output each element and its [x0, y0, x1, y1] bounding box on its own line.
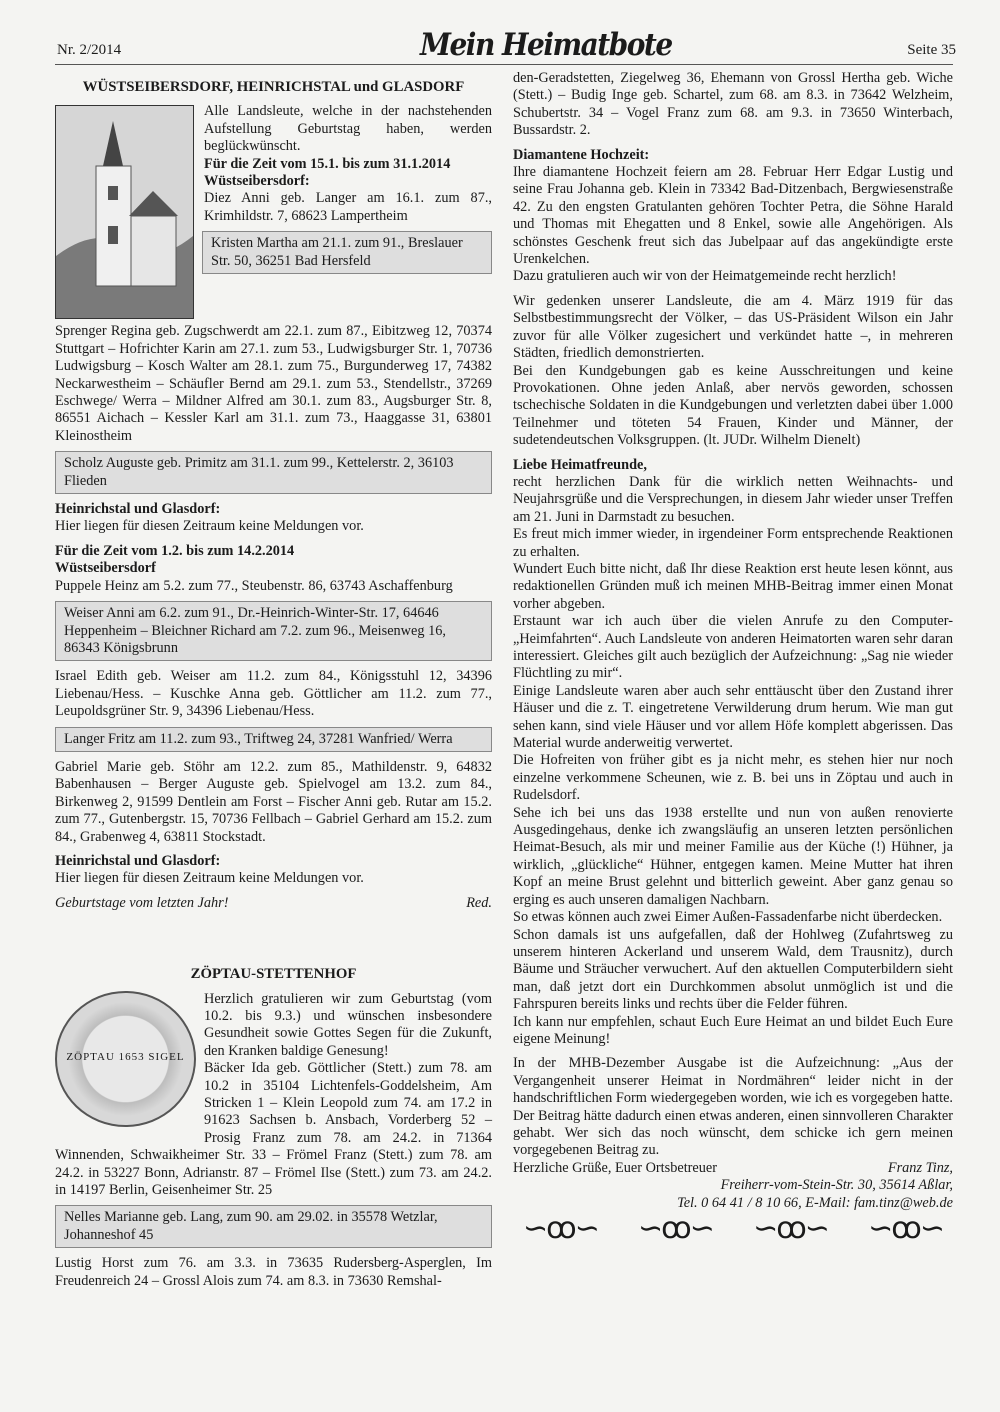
highlight-box: Nelles Marianne geb. Lang, zum 90. am 29.02. in 35578 Wetzlar, Johanneshof 45 [55, 1205, 492, 1248]
birthday-entry: Israel Edith geb. Weiser am 11.2. zum 84., Königsstuhl 12, 34396 Liebenau/Hess. – Kuschke Anna geb. Göttlicher am 11.2. zum 77., Leupoldsgrüner Str. 9, 34396 Liebenau/Hess. [55, 668, 492, 720]
masthead-logo: Mein Heimatbote [420, 26, 672, 63]
place-3: Wüstseibersdorf [55, 560, 156, 577]
place-1: Wüstseibersdorf: [204, 173, 310, 190]
paragraph: Bei den Kundgebungen gab es keine Ausschreitungen und keine Provokationen. Ohne jeden Anlaß, aber nervös geworden, schossen tschechische Soldaten in die Kundgebungen und verletzten dabei über 1.000 Teilnehmer und töteten 54 Frauen, Kinder und Männer, der sudetendeutschen Volksgruppen. (lt. JUDr. Wilhelm Dienelt) [513, 362, 953, 449]
paragraph: Erstaunt war ich auch über die vielen Anrufe zu den Computer-„Heimfahrten“. Auch Landsleute von anderen Heimatorten waren sehr daran interessiert. Gleiches gilt auch bezüglich der Aufzeichnung: „Sag nie wieder Flüchtling zu mir“. [513, 613, 953, 682]
greeting-text: Herzlich gratulieren wir zum Geburtstag (vom 10.2. bis 9.3.) und wünschen insbesondere Gesundheit sowie Gottes Segen für die Zukunft, den Kranken baldige Genesung! [204, 990, 492, 1059]
church-photo [55, 105, 194, 319]
highlight-box: Langer Fritz am 11.2. zum 93., Triftweg 24, 37281 Wanfried/ Werra [55, 727, 492, 752]
no-reports-text: Hier liegen für diesen Zeitraum keine Meldungen vor. [55, 870, 364, 887]
birthday-entry: Sprenger Regina geb. Zugschwerdt am 22.1. zum 87., Eibitzweg 12, 70374 Stuttgart – Hofrichter Karin am 27.1. zum 53., Ludwigsburger Str. 1, 70736 Ludwigsburg – Kosch Walter am 28.1. zum 75., Burgunderweg 17, 74382 Neckarwestheim – Schäufler Bernd am 29.1. zum 53., Stendellstr., 37269 Eschwege/ Werra – Mildner Alfred am 30.1. zum 83., Augsburger Str. 8, 86551 Aichach – Kessler Karl am 31.1. zum 73., Haaggasse 31, 63801 Kleinostheim [55, 323, 492, 444]
no-reports-text: Hier liegen für diesen Zeitraum keine Meldungen vor. [55, 518, 364, 535]
heading-dear-friends: Liebe Heimatfreunde, [513, 456, 647, 473]
issue-number: Nr. 2/2014 [57, 42, 122, 58]
highlight-box: Weiser Anni am 6.2. zum 91., Dr.-Heinrich-Winter-Str. 17, 64646 Heppenheim – Bleichner Richard am 7.2. zum 96., Meisenweg 16, 86343 Königsbrunn [55, 601, 492, 661]
birthday-entry: Lustig Horst zum 76. am 3.3. in 73635 Rudersberg-Asperglen, Im Freudenreich 24 – Grossl Alois zum 74. am 8.3. in 73630 Remshal- [55, 1255, 492, 1289]
intro-text: Alle Landsleute, welche in der nachstehenden Aufstellung Geburtstag haben, werden beglückwünscht. [204, 103, 492, 155]
signature-contact: Tel. 0 64 41 / 8 10 66, E-Mail: fam.tinz@web.de [677, 1194, 953, 1211]
ornament-icon: ∽ꝏ∽ [638, 1212, 713, 1245]
paragraph: In der MHB-Dezember Ausgabe ist die Aufzeichnung: „Aus der Vergangenheit unserer Heimat in Nordmähren“ leider nicht in der handschriftlichen Form wiedergegeben worden, wie ich es vorgegeben hatte. Der Beitrag hätte dadurch einen etwas anderen, einen sinnvolleren Charakter gehabt. Wer sich das noch wünscht, dem schicke ich gern meinen vorgegebenen Beitrag zu. [513, 1055, 953, 1159]
heading-diamond-wedding: Diamantene Hochzeit: [513, 146, 650, 163]
paragraph: Schon damals ist uns aufgefallen, daß der Hohlweg (Zufahrtsweg zu unserem hinteren Ackerland und unserem Wald, dem Trausnitz), durch Bäume und Sträucher verwuchert. Auf den aktuellen Computerbildern sieht man, daß jetzt dort ein Durchkommen absolut unmöglich ist und die Fahrspuren bereits links und rechts über die Felder führen. [513, 926, 953, 1013]
paragraph: So etwas können auch zwei Eimer Außen-Fassadenfarbe nicht überdecken. [513, 909, 943, 926]
header-rule [55, 64, 953, 65]
birthday-entry: Gabriel Marie geb. Stöhr am 12.2. zum 85., Mathildenstr. 9, 64832 Babenhausen – Berger Auguste geb. Spielvogel am 13.2. zum 84., Birkenweg 2, 91599 Dentlein am Forst – Fischer Anni geb. Rutar am 15.2. zum 77., Gutenbergstr. 15, 70736 Fellbach – Gabriel Gerhard am 15.2. zum 84., Grabenweg 4, 63811 Stockstadt. [55, 758, 492, 845]
left-column [55, 70, 492, 1290]
editor-mark: Red. [466, 894, 492, 911]
footnote-text: Geburtstage vom letzten Jahr! [55, 894, 229, 911]
birthday-entry: Diez Anni geb. Langer am 16.1. zum 87., Krimhildstr. 7, 68623 Lampertheim [204, 190, 492, 224]
decorative-ornament-row [513, 1212, 953, 1245]
paragraph: Sehe ich bei uns das 1938 erstellte und nun von außen renovierte Ausgedingehaus, denke ich zwangsläufig an unseren letzten persönlichen Heimat-Besuch, als mir und meiner Familie aus der Küche (!) Hühner, ja wirklich, „glückliche“ Hühner, entgegen kamen. Meine Mutter hat ihren Kopf an meine Brust gelehnt und bitterlich geweint. Aber ganz genau so erging es auch unseren damaligen Nachbarn. [513, 804, 953, 908]
paragraph: Ihre diamantene Hochzeit feiern am 28. Februar Herr Edgar Lustig und seine Frau Johanna geb. Klein in 73342 Bad-Ditzenbach, Bergwiesenstraße 42. Zu den engsten Gratulanten gehören Tochter Petra, die Söhne Harald und Thomas mit Ehegatten und 8 Enkel, sowie alle Angehörigen. Als schönstes Geschenk freut sich das Jubelpaar auf das angekündigte erste Urenkelchen. [513, 164, 953, 268]
paragraph: Dazu gratulieren auch wir von der Heimatgemeinde recht herzlich! [513, 268, 897, 285]
highlight-box: Kristen Martha am 21.1. zum 91., Breslauer Str. 50, 36251 Bad Hersfeld [202, 231, 492, 274]
section-title-wuestseibersdorf: WÜSTSEIBERSDORF, HEINRICHSTAL und GLASDORF [82, 79, 465, 95]
signature-name: Franz Tinz, [887, 1159, 953, 1176]
signature-line [513, 1160, 953, 1177]
greeting-closing: Herzliche Grüße, Euer Ortsbetreuer [513, 1159, 718, 1176]
ornament-icon: ∽ꝏ∽ [753, 1212, 828, 1245]
birthday-entry: Bäcker Ida geb. Göttlicher (Stett.) zum 78. am 10.2 in 35104 Lichtenfels-Goddelsheim, Am Stricken 1 – Klein Leopold zum 74. am 17.2 in 91623 Sachsen b. Ansbach, Vorderberg 52 – Prosig Franz zum 78. am 24.2. in 71364 Winnenden, Schwaikheimer Str. 33 – Frömel Franz (Stett.) zum 78. am 24.2. in 53227 Bonn, Adrianstr. 87 – Frömel Ilse (Stett.) zum 73. am 24.2. in 14197 Berlin, Geisenheimer Str. 25 [55, 1060, 492, 1199]
seal-text: ZÖPTAU 1653 SIGEL [66, 1050, 185, 1063]
paragraph: Einige Landsleute waren aber auch sehr enttäuscht über den Zustand ihrer Häuser und die z. T. eingetretene Verwilderung drum herum. Wie man gut sehen kann, sind viele Häuser und vor allem Höfe komplett abgerissen. Das Material wurde anderweitig verwertet. [513, 682, 953, 752]
paragraph: Es freut mich immer wieder, in irgendeiner Form entsprechende Reaktionen zu erhalten. [513, 526, 953, 560]
signature-address: Freiherr-vom-Stein-Str. 30, 35614 Aßlar, [720, 1177, 953, 1194]
paragraph: Ich kann nur empfehlen, schaut Euch Eure Heimat an und bildet Euch Eure eigene Meinung! [513, 1013, 953, 1047]
right-column [513, 70, 953, 1245]
paragraph: recht herzlichen Dank für die wirklich netten Weihnachts- und Neujahrsgrüße und die Versprechungen, in diesem Jahr wieder unser Treffen am 21. Juni in Darmstadt zu besuchen. [513, 473, 953, 525]
place-4: Heinrichstal und Glasdorf: [55, 852, 221, 869]
birthday-entry: den-Geradstetten, Ziegelweg 36, Ehemann von Grossl Hertha geb. Wiche (Stett.) – Budig Inge geb. Schartel, zum 68. am 8.3. in 73642 Welzheim, Schubertstr. 34 – Vogel Franz zum 68. am 9.3. in 73650 Winterbach, Bussardstr. 2. [513, 70, 953, 139]
page-number: Seite 35 [907, 42, 956, 58]
ornament-icon: ∽ꝏ∽ [523, 1212, 598, 1245]
period-1: Für die Zeit vom 15.1. bis zum 31.1.2014 [204, 155, 451, 172]
footnote-line [55, 895, 492, 912]
section-title-zoeptau: ZÖPTAU-STETTENHOF [190, 966, 357, 983]
place-2: Heinrichstal und Glasdorf: [55, 501, 221, 518]
paragraph: Wundert Euch bitte nicht, daß Ihr diese Reaktion erst heute lesen könnt, aus redaktionellen Gründen muß ich meinen MHB-Beitrag immer einen Monat vorher abgeben. [513, 560, 953, 612]
paragraph: Die Hofreiten von früher gibt es ja nicht mehr, es stehen hier nur noch einzelne verkommene Scheunen, wie z. B. bei uns in Zöptau und auch in Rudelsdorf. [513, 752, 953, 804]
ornament-icon: ∽ꝏ∽ [868, 1212, 943, 1245]
period-2: Für die Zeit vom 1.2. bis zum 14.2.2014 [55, 542, 295, 559]
town-seal-image [55, 991, 196, 1127]
birthday-entry: Puppele Heinz am 5.2. zum 77., Steubenstr. 86, 63743 Aschaffenburg [55, 577, 453, 594]
page-header [50, 22, 956, 63]
highlight-box: Scholz Auguste geb. Primitz am 31.1. zum 99., Kettelerstr. 2, 36103 Flieden [55, 451, 492, 494]
paragraph: Wir gedenken unserer Landsleute, die am 4. März 1919 für das Selbstbestimmungsrecht der Völker, – das US-Präsident Wilson ein Jahr zuvor für alle Völker zugesichert und verkündet hatte –, in mehreren Städten, friedlich demonstrierten. [513, 292, 953, 362]
